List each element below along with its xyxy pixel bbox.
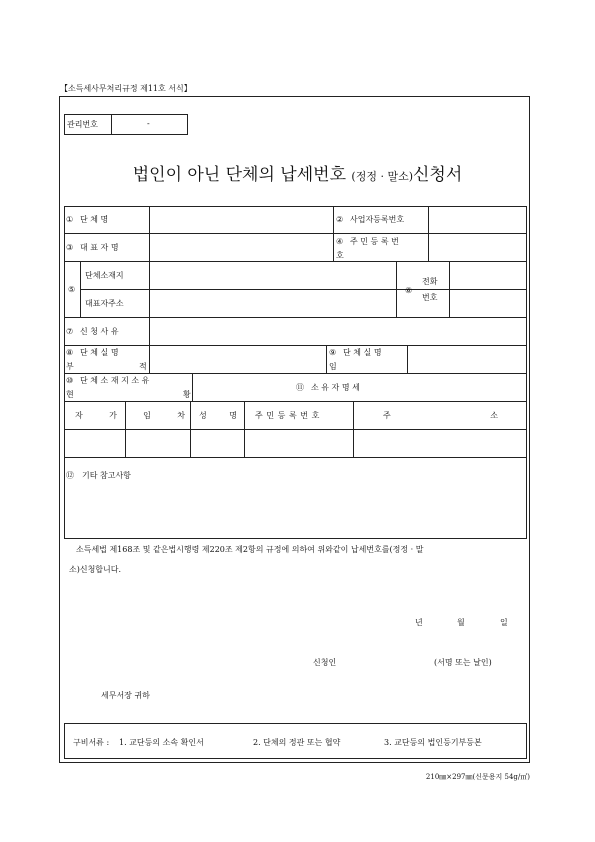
management-number-label: 관리번호 [67,120,98,129]
reason-label: 신 청 사 유 [80,327,119,336]
real-org-name2-field[interactable] [408,346,526,372]
reason-number: ⑦ [66,327,74,336]
notes-label: 기타 참고사항 [82,471,131,480]
org-address-label: 단체소재지 [85,271,124,280]
real-org-name-wrap-right: 적 [139,362,147,371]
biz-reg-number-field[interactable] [429,207,526,232]
paper-spec: 210㎜×297㎜(신문용지 54g/㎡) [425,773,530,781]
owner-resident-number-cell[interactable] [245,430,352,456]
phone-label-line2: 번호 [422,293,438,302]
real-org-name-field[interactable] [150,346,325,372]
org-address-field[interactable] [150,262,395,288]
resident-reg-number-label: 주 민 등 록 번 [350,237,399,246]
phone-number: ⑥ [405,286,413,295]
ownership-label: 단 체 소 재 지 소 유 [80,376,150,385]
org-name-field[interactable] [150,207,332,232]
applicant-sign-note: (서명 또는 날인) [434,658,492,667]
biz-reg-number-number: ② [336,215,344,224]
resident-reg-number-number: ④ [336,237,344,246]
statement-line-1: 소득세법 제168조 및 같은법시행령 제220조 제2항의 규정에 의하여 위와같이 납세번호를(정정 · 말 [76,545,424,554]
owner-detail-number: ⑪ [296,383,304,392]
resident-reg-number-field[interactable] [429,234,526,260]
date-year: 년 [415,618,423,627]
header-own-lease: 자 가 임 차 [75,411,185,420]
owner-lease-cell[interactable] [126,430,189,456]
representative-number: ③ [66,243,74,252]
applicant-label: 신청인 [313,658,337,667]
biz-reg-number-label: 사업자등록번호 [350,215,405,224]
real-org-name-wrap-left: 부 [66,362,74,371]
management-number-value: - [147,119,150,128]
attachment-item-3: 3. 교단등의 법인등기부등본 [384,738,482,747]
real-org-name-number: ⑧ [66,348,74,357]
ownership-wrap-left: 현 [66,390,74,399]
statement-line-2: 소)신청합니다. [69,565,122,574]
addressee: 세무서장 귀하 [101,691,150,700]
real-org-name2-label: 단 체 실 명 [343,348,382,357]
ownership-wrap-right: 황 [183,390,191,399]
representative-field[interactable] [150,234,332,260]
owner-address-cell[interactable] [354,430,526,456]
notes-number: ⑫ [66,471,74,480]
real-org-name2-wrap: 임 [329,362,337,371]
page-title: 법인이 아닌 단체의 납세번호 (정정 · 말소)신청서 [132,165,463,185]
date-day: 일 [500,618,508,627]
rep-address-field[interactable] [150,290,395,316]
form-label: 【소득세사무처리규정 제11호 서식】 [60,84,192,93]
header-address: 주 소 [383,411,498,420]
attachment-item-1: 1. 교단등의 소속 확인서 [119,738,204,747]
notes-field[interactable] [65,458,526,538]
resident-reg-number-wrap: 호 [336,251,344,260]
representative-label: 대 표 자 명 [80,243,119,252]
real-org-name2-number: ⑨ [329,348,337,357]
header-name: 성 명 [199,411,237,420]
address-number: ⑤ [68,285,76,294]
applicant-signature-field[interactable] [345,652,430,670]
owner-detail-label: 소 유 자 명 세 [311,383,360,392]
real-org-name-label: 단 체 실 명 [80,348,119,357]
attachments-prefix: 구비서류 : [73,738,110,747]
owner-own-lease-cell[interactable] [65,430,124,456]
header-resident-number: 주민등록번호 [255,411,323,420]
ownership-number: ⑩ [66,376,74,385]
phone-field-2[interactable] [450,290,526,316]
rep-address-label: 대표자주소 [85,299,124,308]
phone-label-line1: 전화 [422,277,438,286]
reason-field[interactable] [150,318,526,344]
phone-field-1[interactable] [450,262,526,288]
attachment-item-2: 2. 단체의 정관 또는 협약 [253,738,341,747]
org-name-number: ① [66,215,74,224]
org-name-label: 단 체 명 [80,215,109,224]
date-month: 월 [457,618,465,627]
owner-name-cell[interactable] [191,430,243,456]
